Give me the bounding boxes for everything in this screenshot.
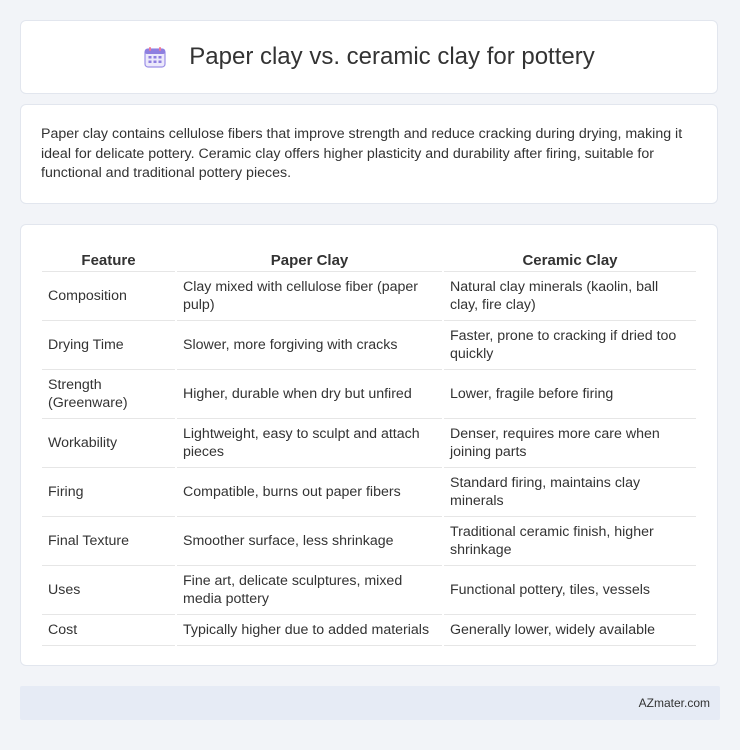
paper-clay-cell: Higher, durable when dry but unfired <box>177 370 442 419</box>
table-row <box>42 566 696 615</box>
footer <box>20 686 720 720</box>
paper-clay-cell: Lightweight, easy to sculpt and attach pieces <box>177 419 442 468</box>
paper-clay-cell: Smoother surface, less shrinkage <box>177 517 442 566</box>
ceramic-clay-cell: Generally lower, widely available <box>444 615 696 646</box>
table-row <box>42 370 696 419</box>
ceramic-clay-cell: Faster, prone to cracking if dried too quickly <box>444 321 696 370</box>
intro-card <box>20 104 718 204</box>
feature-cell: Cost <box>42 615 175 646</box>
table-row <box>42 272 696 321</box>
header-paper-clay: Paper Clay <box>177 245 442 272</box>
table-row <box>42 615 696 646</box>
ceramic-clay-cell: Functional pottery, tiles, vessels <box>444 566 696 615</box>
table-header-row <box>42 245 696 272</box>
feature-cell: Firing <box>42 468 175 517</box>
feature-cell: Workability <box>42 419 175 468</box>
feature-cell: Drying Time <box>42 321 175 370</box>
ceramic-clay-cell: Traditional ceramic finish, higher shrinkage <box>444 517 696 566</box>
comparison-table <box>40 245 698 646</box>
table-row <box>42 517 696 566</box>
feature-cell: Final Texture <box>42 517 175 566</box>
ceramic-clay-cell: Lower, fragile before firing <box>444 370 696 419</box>
header-feature: Feature <box>42 245 175 272</box>
paper-clay-cell: Fine art, delicate sculptures, mixed media pottery <box>177 566 442 615</box>
paper-clay-cell: Slower, more forgiving with cracks <box>177 321 442 370</box>
calendar-icon <box>143 45 167 69</box>
header-ceramic-clay: Ceramic Clay <box>444 245 696 272</box>
ceramic-clay-cell: Standard firing, maintains clay minerals <box>444 468 696 517</box>
paper-clay-cell: Typically higher due to added materials <box>177 615 442 646</box>
feature-cell: Uses <box>42 566 175 615</box>
paper-clay-cell: Compatible, burns out paper fibers <box>177 468 442 517</box>
feature-cell: Composition <box>42 272 175 321</box>
feature-cell: Strength (Greenware) <box>42 370 175 419</box>
page-title: Paper clay vs. ceramic clay for pottery <box>189 43 595 70</box>
table-row <box>42 468 696 517</box>
paper-clay-cell: Clay mixed with cellulose fiber (paper pulp) <box>177 272 442 321</box>
ceramic-clay-cell: Natural clay minerals (kaolin, ball clay, fire clay) <box>444 272 696 321</box>
ceramic-clay-cell: Denser, requires more care when joining parts <box>444 419 696 468</box>
title-card <box>20 20 718 94</box>
comparison-card <box>20 224 718 666</box>
footer-brand: AZmater.com <box>638 696 710 710</box>
table-row <box>42 321 696 370</box>
table-row <box>42 419 696 468</box>
intro-text: Paper clay contains cellulose fibers that improve strength and reduce cracking during drying, making it ideal for delicate pottery. Ceramic clay offers higher plasticity and durability after firing, suitable for functional and traditional pottery pieces. <box>41 126 683 181</box>
